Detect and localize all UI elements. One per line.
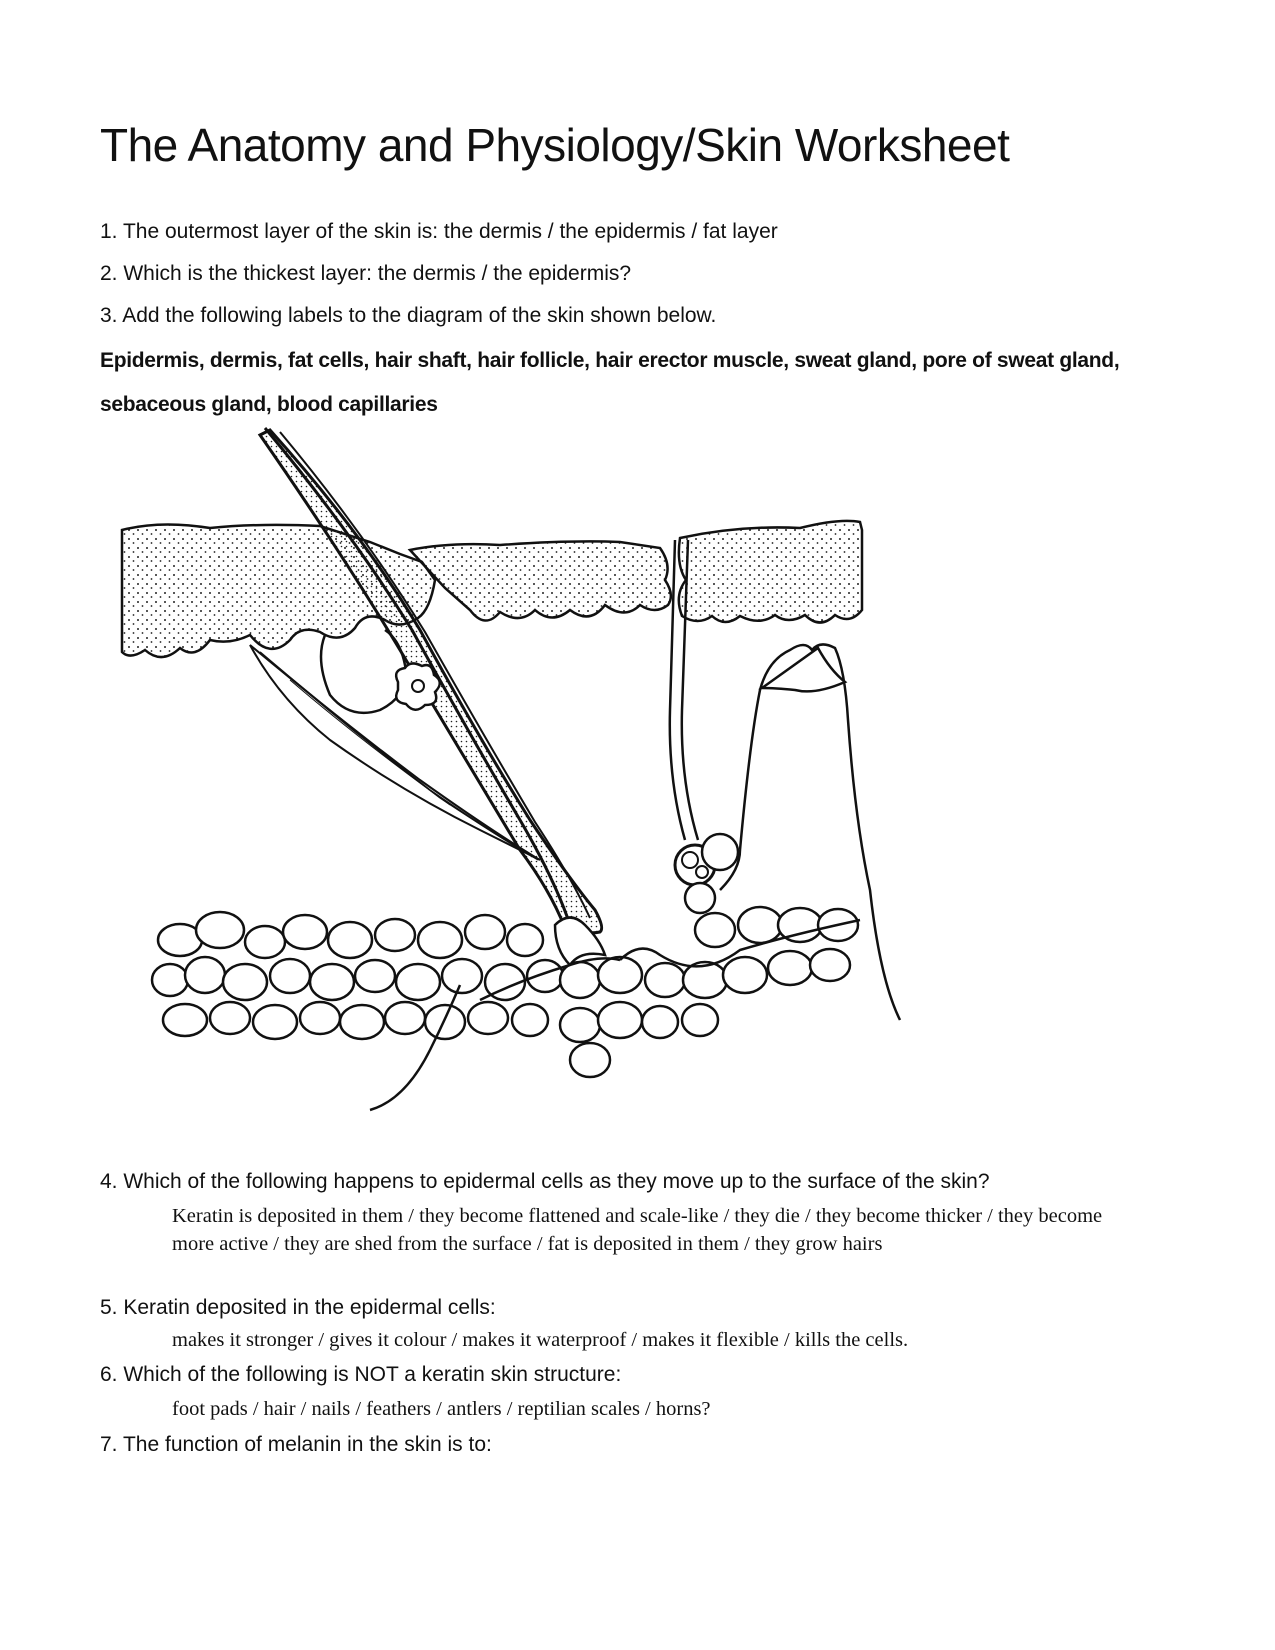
question-4-options: Keratin is deposited in them / they become flattened and scale-like / they die / they become thicker / they become more active / they are shed from the surface / fat is deposited in them / they grow hairs bbox=[172, 1205, 1103, 1255]
epidermis-middle bbox=[410, 541, 671, 620]
epidermis-right bbox=[679, 521, 862, 623]
question-1: 1. The outermost layer of the skin is: the dermis / the epidermis / fat layer bbox=[100, 220, 778, 243]
hair-erector-muscle bbox=[250, 645, 540, 860]
question-6: 6. Which of the following is NOT a keratin skin structure: bbox=[100, 1363, 622, 1386]
question-4: 4. Which of the following happens to epidermal cells as they move up to the surface of the skin? bbox=[100, 1170, 990, 1193]
question-6-options: foot pads / hair / nails / feathers / antlers / reptilian scales / horns? bbox=[172, 1398, 711, 1420]
sebaceous-gland bbox=[321, 630, 406, 713]
question-7: 7. The function of melanin in the skin is to: bbox=[100, 1433, 492, 1456]
question-5-options: makes it stronger / gives it colour / makes it waterproof / makes it flexible / kills the cells. bbox=[172, 1329, 909, 1351]
page-title: The Anatomy and Physiology/Skin Worksheet bbox=[100, 119, 1010, 171]
question-2: 2. Which is the thickest layer: the dermis / the epidermis? bbox=[100, 262, 632, 285]
fat-cells bbox=[152, 907, 858, 1077]
question-3: 3. Add the following labels to the diagram of the skin shown below. bbox=[100, 304, 717, 327]
label-list: Epidermis, dermis, fat cells, hair shaft, hair follicle, hair erector muscle, sweat gland, pore of sweat gland, sebaceous gland, blood capillaries bbox=[100, 349, 1120, 416]
skin-diagram bbox=[100, 420, 1100, 1120]
question-5: 5. Keratin deposited in the epidermal cells: bbox=[100, 1296, 496, 1319]
